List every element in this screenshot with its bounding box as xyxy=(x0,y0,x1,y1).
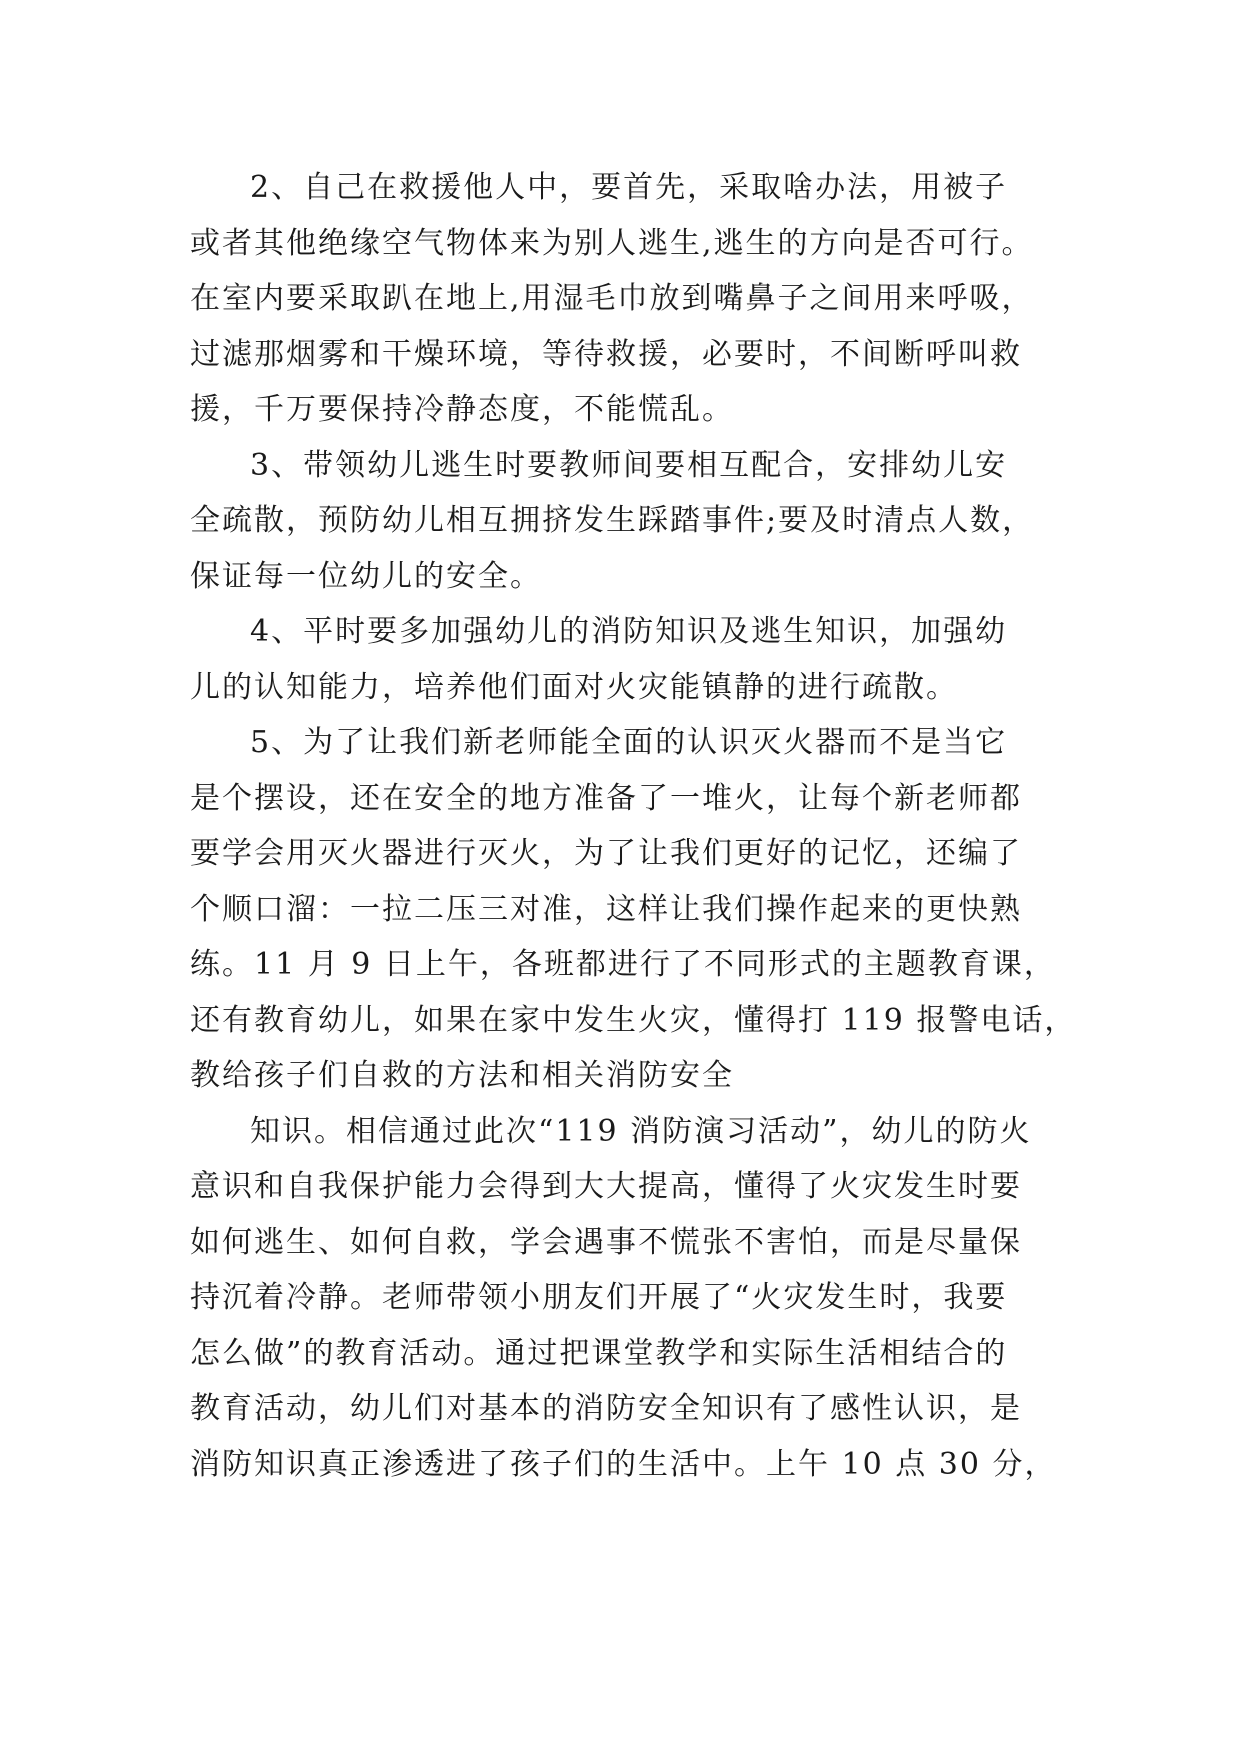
text-line: 3、带领幼儿逃生时要教师间要相互配合，安排幼儿安 xyxy=(250,447,1008,483)
text-line: 要学会用灭火器进行灭火，为了让我们更好的记忆，还编了 xyxy=(190,836,1022,871)
text-line: 2、自己在救援他人中，要首先，采取啥办法，用被子 xyxy=(250,170,1008,205)
text-line: 在室内要采取趴在地上,用湿毛巾放到嘴鼻子之间用来呼吸， xyxy=(190,281,1034,316)
text-line: 全疏散，预防幼儿相互拥挤发生踩踏事件;要及时清点人数， xyxy=(190,503,1035,538)
text-line: 保证每一位幼儿的安全。 xyxy=(190,558,542,594)
text-line: 教给孩子们自救的方法和相关消防安全 xyxy=(190,1058,734,1093)
text-line: 或者其他绝缘空气物体来为别人逃生,逃生的方向是否可行。 xyxy=(190,225,1034,261)
text-line: 如何逃生、如何自救，学会遇事不慌张不害怕，而是尽量保 xyxy=(190,1224,1022,1260)
text-line: 知识。相信通过此次“119 消防演习活动”，幼儿的防火 xyxy=(250,1113,1032,1149)
text-line: 持沉着冷静。老师带领小朋友们开展了“火灾发生时，我要 xyxy=(190,1280,1008,1315)
text-line: 练。11 月 9 日上午，各班都进行了不同形式的主题教育课， xyxy=(190,947,1056,982)
body-text xyxy=(190,160,1090,1492)
text-line: 儿的认知能力，培养他们面对火灾能镇静的进行疏散。 xyxy=(190,669,958,705)
text-line: 5、为了让我们新老师能全面的认识灭火器而不是当它 xyxy=(250,725,1008,760)
text-line: 4、平时要多加强幼儿的消防知识及逃生知识，加强幼 xyxy=(250,614,1008,649)
text-line: 过滤那烟雾和干燥环境，等待救援，必要时，不间断呼叫救 xyxy=(190,336,1022,372)
text-line: 是个摆设，还在安全的地方准备了一堆火，让每个新老师都 xyxy=(190,780,1022,816)
text-line: 教育活动，幼儿们对基本的消防安全知识有了感性认识，是 xyxy=(190,1391,1022,1426)
text-line: 还有教育幼儿，如果在家中发生火灾，懂得打 119 报警电话， xyxy=(190,1002,1077,1038)
text-line: 消防知识真正渗透进了孩子们的生活中。上午 10 点 30 分， xyxy=(190,1446,1057,1482)
text-line: 怎么做”的教育活动。通过把课堂教学和实际生活相结合的 xyxy=(190,1335,1008,1371)
text-line: 个顺口溜：一拉二压三对准，这样让我们操作起来的更快熟 xyxy=(190,891,1022,927)
text-line: 援，千万要保持冷静态度，不能慌乱。 xyxy=(190,392,734,427)
text-line: 意识和自我保护能力会得到大大提高，懂得了火灾发生时要 xyxy=(190,1169,1022,1204)
